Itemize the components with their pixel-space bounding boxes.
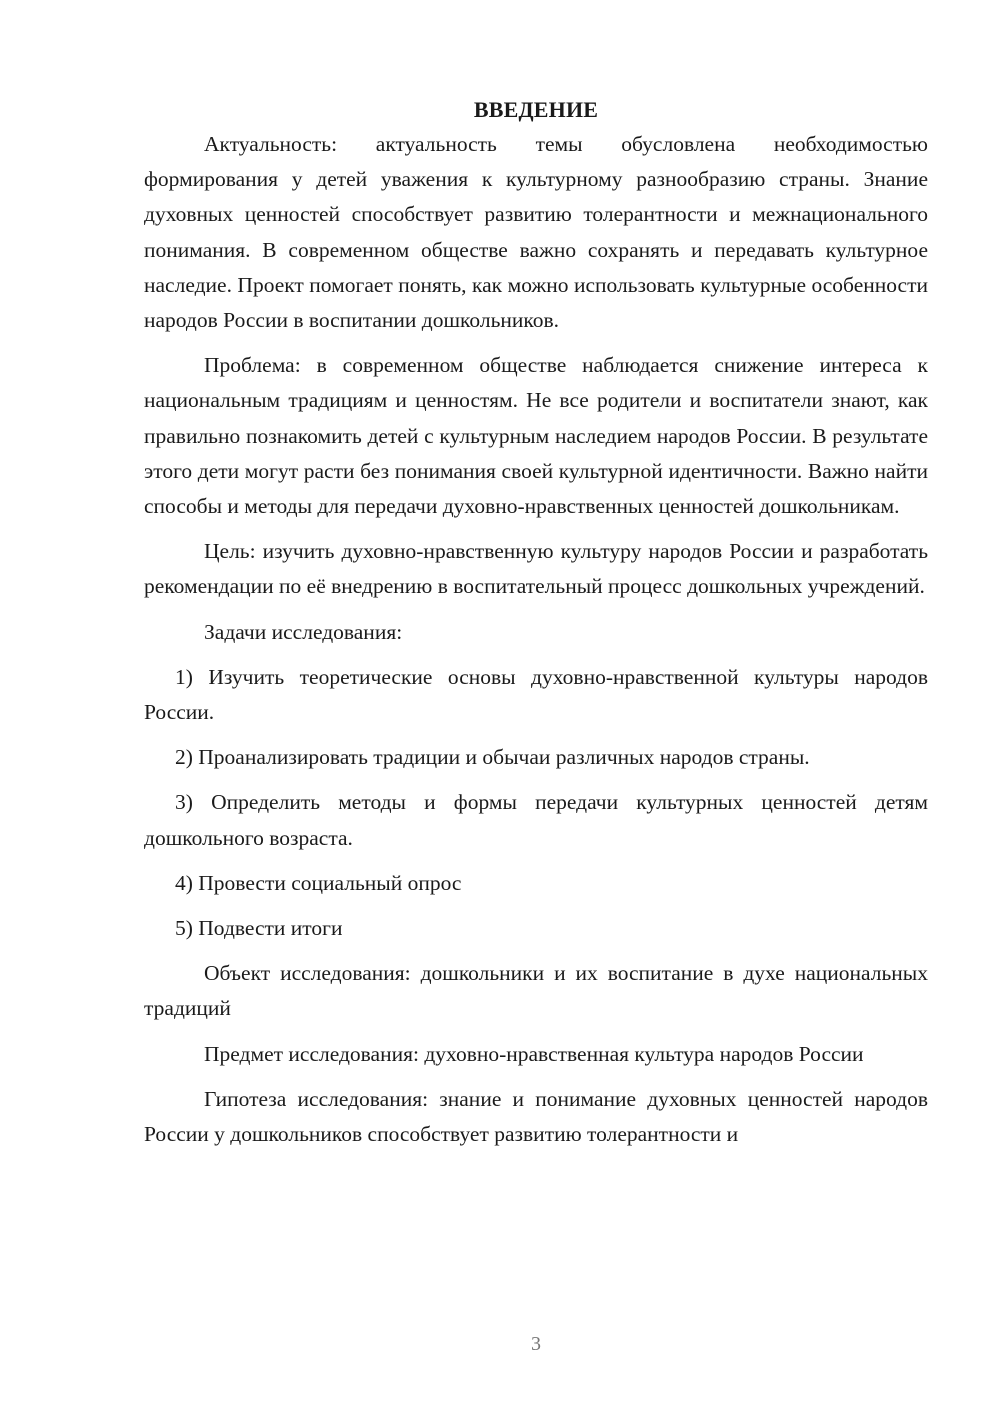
hypothesis-paragraph: Гипотеза исследования: знание и понимание духовных ценностей народов России у дошкольников способствует развитию толерантности и — [144, 1086, 928, 1147]
tasks-heading: Задачи исследования: — [204, 619, 403, 644]
research-subject-paragraph: Предмет исследования: духовно-нравственная культура народов России — [204, 1041, 864, 1066]
task-item: 2) Проанализировать традиции и обычаи различных народов страны. — [175, 745, 810, 770]
task-item: 5) Подвести итоги — [175, 916, 343, 941]
page-number: 3 — [531, 1333, 541, 1355]
page-title: ВВЕДЕНИЕ — [473, 97, 599, 122]
relevance-paragraph: Актуальность: актуальность темы обусловлена необходимостью формирования у детей уважения к культурному разнообразию страны. Знание духовных ценностей способствует развитию толерантности и межнационального понимания. В современном обществе важно сохранять и передавать культурное наследие. Проект помогает понять, как можно использовать культурные особенности народов России в воспитании дошкольников. — [144, 132, 928, 333]
tasks-list — [144, 660, 928, 946]
document-page — [144, 92, 928, 1162]
task-item: 4) Провести социальный опрос — [175, 870, 462, 895]
research-object-paragraph: Объект исследования: дошкольники и их воспитание в духе национальных традиций — [144, 961, 928, 1021]
goal-paragraph: Цель: изучить духовно-нравственную культуру народов России и разработать рекомендации по её внедрению в воспитательный процесс дошкольных учреждений. — [144, 539, 928, 599]
problem-paragraph: Проблема: в современном обществе наблюдается снижение интереса к национальным традициям и ценностям. Не все родители и воспитатели знают, как правильно познакомить детей с культурным наследием народов России. В результате этого дети могут расти без понимания своей культурной идентичности. Важно найти способы и методы для передачи духовно-нравственных ценностей дошкольникам. — [144, 353, 928, 519]
task-item: 3) Определить методы и формы передачи культурных ценностей детям дошкольного возраста. — [144, 790, 928, 850]
task-item: 1) Изучить теоретические основы духовно-нравственной культуры народов России. — [144, 664, 928, 725]
